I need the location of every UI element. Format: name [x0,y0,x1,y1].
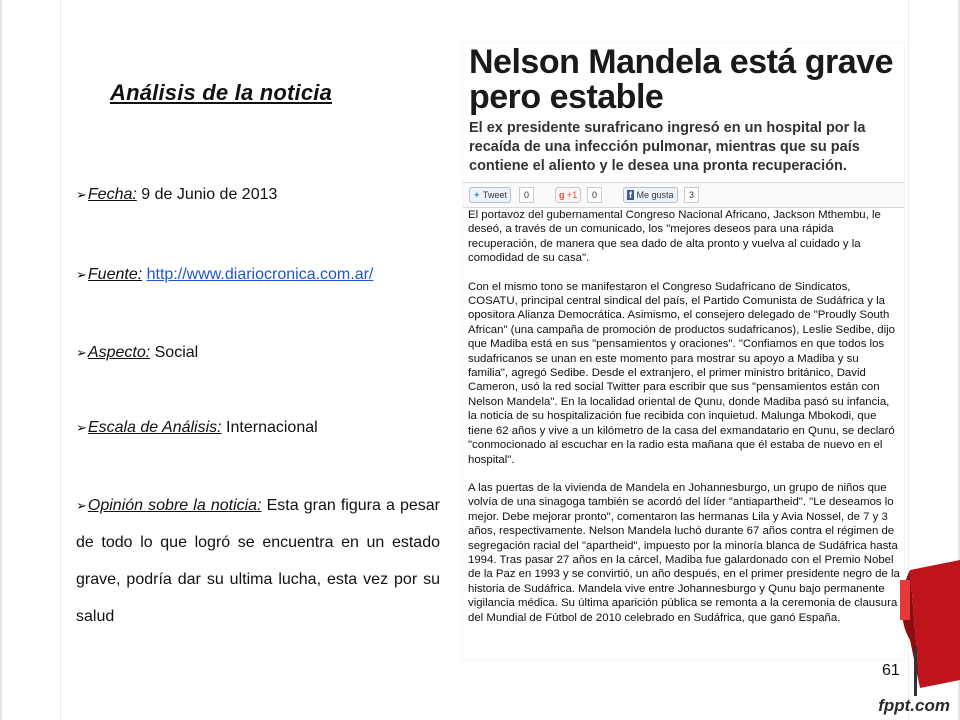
article-paragraph: Con el mismo tono se manifestaron el Congreso Sudafricano de Sindicatos, COSATU, principal central sindical del país, el Partido Comunista de Sudáfrica y la opositora Alianza Democrática. Asimismo, el consejero delegado de "Proudly South African" (una campaña de promoción de productos sudafricanos), Leslie Sedibe, dijo que Madiba está en sus "pensamientos y oraciones". "Confiamos en que todos los sudafricanos se unan en este momento para mostrar su apoyo a Madiba y su familia", agregó Sedibe. Desde el extranjero, el primer ministro británico, David Cameron, usó la red social Twitter para escribir que sus "pensamientos están con Nelson Mandela". En la localidad oriental de Qunu, donde Madiba pasó su infancia, la noticia de su hospitalización fue recibida con inquietud. Malunga Mbokodi, que tiene 62 años y vive a un kilómetro de la casa del exmandatario en Qunu, se declaró "conmocionado al escuchar en la radio esta mañana que él estaba de nuevo en el hospital". [468,280,896,466]
arrow-bullet-icon: ➢ [76,187,87,202]
article-paragraph: El portavoz del gubernamental Congreso Nacional Africano, Jackson Mthembu, le deseó, a través de un comunicado, los "mejores deseos para una rápida recuperación, de manera que sea dado de alta pronto y vuelva al cuidado y la comodidad de su casa". [468,209,881,265]
arrow-bullet-icon: ➢ [76,267,87,282]
item-label: Aspecto: [87,344,151,361]
tweet-count: 0 [519,187,534,203]
arrow-bullet-icon: ➢ [76,498,87,513]
article-paragraph: A las puertas de la vivienda de Mandela en Johannesburgo, un grupo de niños que volvía de una sinagoga también se acordó del líder "antiapartheid". "Le deseamos lo mejor. Debe mejorar pronto", comentaron las hermanas Lila y Avia Nossel, de 7 y 3 años, respectivamente. Nelson Mandela luchó durante 67 años contra el régimen de segregación racial del "apartheid", impuesto por la minoría blanca de Sudáfrica hasta 1994. Tras pasar 27 años en la cárcel, Madiba fue galardonado con el Premio Nobel de la Paz en 1993 y se convirtió, un año después, en el primer presidente negro de la historia de Sudáfrica. Mandela vive entre Johannesburgo y Qunu bajo permanente vigilancia médica. Su última aparición pública se remonta a la ceremonia de clausura del Mundial de Fútbol de 2010 celebrado en Sudáfrica, que ganó España. [468,481,900,624]
list-item-opinion [76,487,440,635]
gplus-count: 0 [587,187,602,203]
arrow-bullet-icon: ➢ [76,420,87,435]
facebook-icon: f [629,190,632,200]
item-value: Social [150,344,199,361]
slide-title: Análisis de la noticia [110,80,333,105]
guide-line-left [60,0,61,720]
item-value: 9 de Junio de 2013 [136,186,278,203]
news-article-image [463,43,904,660]
fppt-watermark: fppt.com [878,696,950,715]
item-value: Internacional [221,419,318,436]
article-headline: Nelson Mandela está grave pero estable [469,43,894,116]
item-label: Fuente: [87,266,143,283]
arrow-bullet-icon: ➢ [76,345,87,360]
item-label: Escala de Análisis: [87,419,222,436]
item-label: Opinión sobre la noticia: [87,497,262,514]
gplus-icon: g [559,190,565,200]
list-item-aspecto [76,344,440,362]
twitter-bird-icon: ✦ [473,190,481,200]
social-share-bar [463,182,904,208]
list-item-fuente [76,266,440,284]
like-button[interactable]: f Me gusta [623,187,678,203]
like-count: 3 [684,187,699,203]
page-number: 61 [882,662,900,679]
slide-border-left [0,0,2,720]
gplus-button[interactable]: g +1 [555,187,581,203]
item-label: Fecha: [87,186,137,203]
list-item-escala [76,419,440,437]
item-value: Esta gran figura a pesar de todo lo que logró se encuentra en un estado grave, podría dar su ultima lucha, esta vez por su salud [76,497,441,625]
article-body [468,208,900,639]
article-subhead: El ex presidente surafricano ingresó en un hospital por la recaída de una infección pulmonar, mientras que su país contiene el aliento y le desea una pronta recuperación. [469,120,866,174]
source-link[interactable]: http://www.diariocronica.com.ar/ [146,266,374,283]
tweet-button[interactable]: ✦ Tweet [469,187,511,203]
list-item-fecha [76,186,440,204]
